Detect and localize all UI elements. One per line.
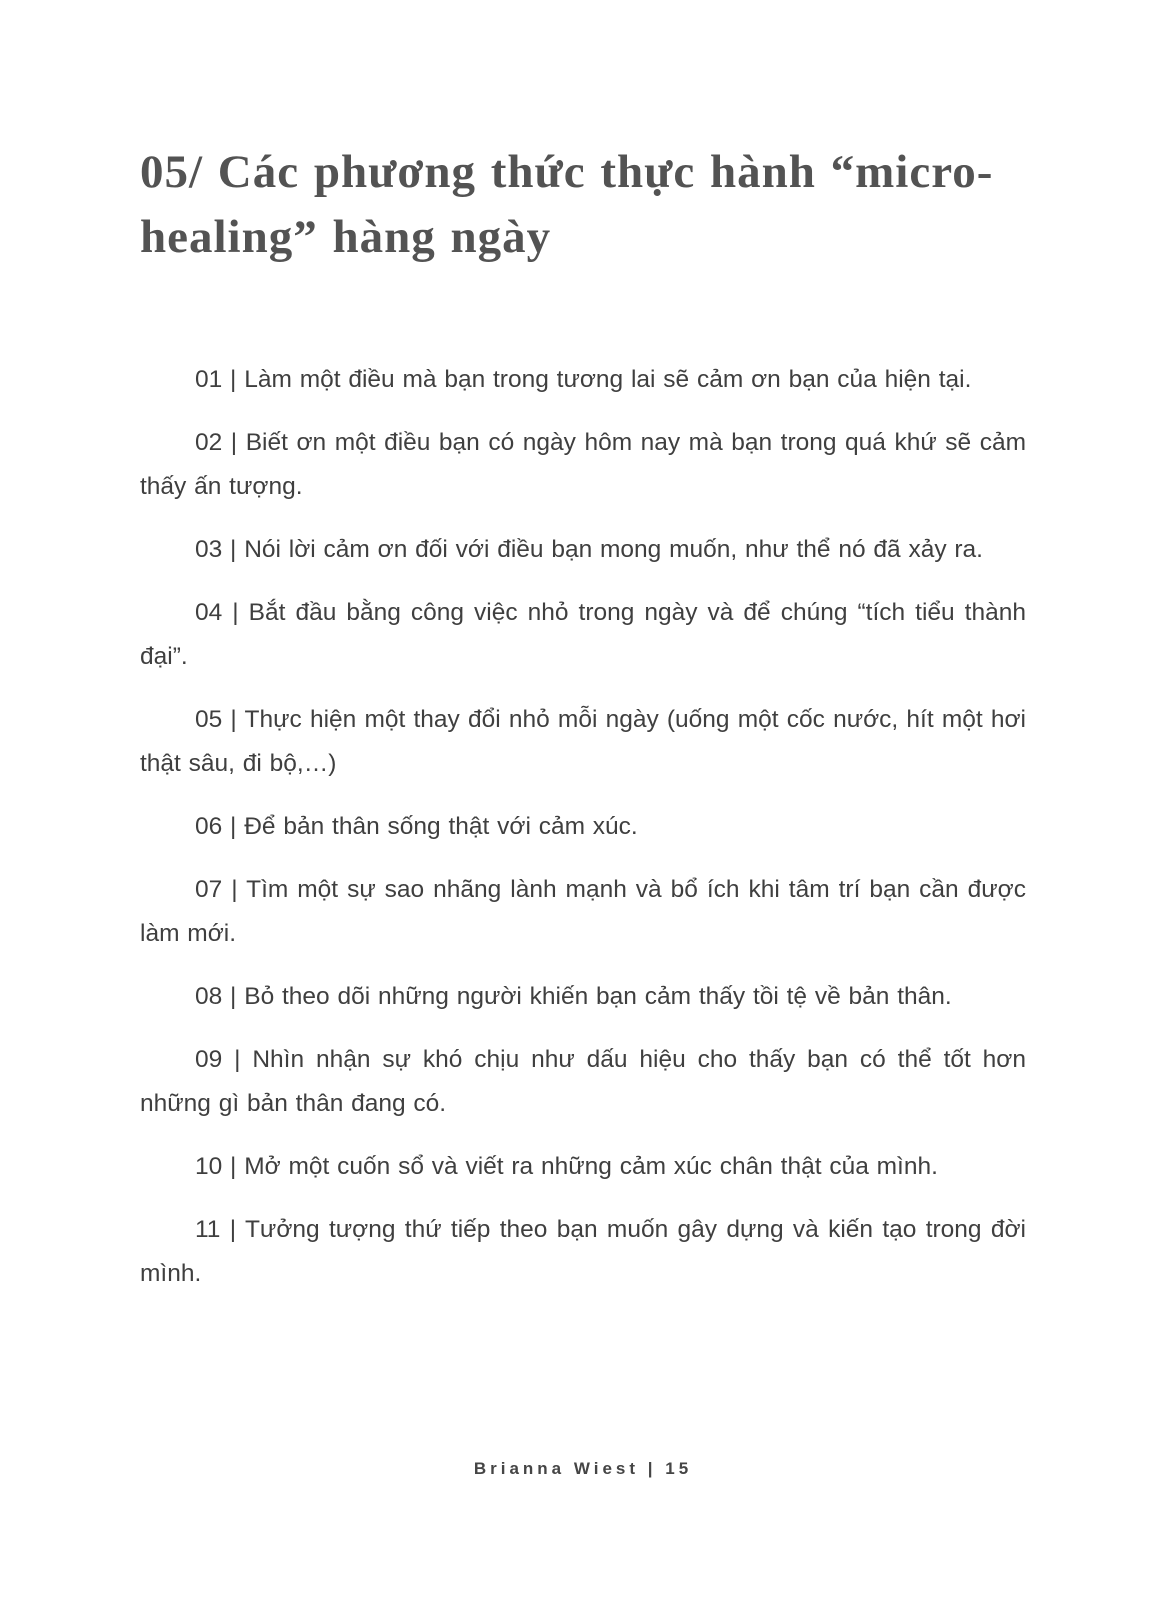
list-item: 02 | Biết ơn một điều bạn có ngày hôm nay mà bạn trong quá khứ sẽ cảm thấy ấn tượng. <box>140 428 1026 500</box>
list-item: 06 | Để bản thân sống thật với cảm xúc. <box>195 812 638 840</box>
list-item: 09 | Nhìn nhận sự khó chịu như dấu hiệu cho thấy bạn có thể tốt hơn những gì bản thân đang có. <box>140 1045 1026 1117</box>
list-item: 07 | Tìm một sự sao nhãng lành mạnh và bổ ích khi tâm trí bạn cần được làm mới. <box>140 875 1026 947</box>
list-item: 10 | Mở một cuốn sổ và viết ra những cảm xúc chân thật của mình. <box>195 1152 938 1180</box>
list-item: 01 | Làm một điều mà bạn trong tương lai sẽ cảm ơn bạn của hiện tại. <box>195 365 972 393</box>
list-item: 04 | Bắt đầu bằng công việc nhỏ trong ngày và để chúng “tích tiểu thành đại”. <box>140 598 1026 670</box>
page-title: 05/ Các phương thức thực hành “micro-healing” hàng ngày <box>140 146 994 263</box>
list-item: 11 | Tưởng tượng thứ tiếp theo bạn muốn gây dựng và kiến tạo trong đời mình. <box>140 1215 1026 1287</box>
page-footer: Brianna Wiest | 15 <box>473 1459 693 1478</box>
list-item: 05 | Thực hiện một thay đổi nhỏ mỗi ngày (uống một cốc nước, hít một hơi thật sâu, đi bộ,…) <box>140 705 1026 777</box>
list-item: 08 | Bỏ theo dõi những người khiến bạn cảm thấy tồi tệ về bản thân. <box>195 982 952 1010</box>
numbered-list <box>140 358 1026 1296</box>
list-item: 03 | Nói lời cảm ơn đối với điều bạn mong muốn, như thể nó đã xảy ra. <box>195 535 983 563</box>
